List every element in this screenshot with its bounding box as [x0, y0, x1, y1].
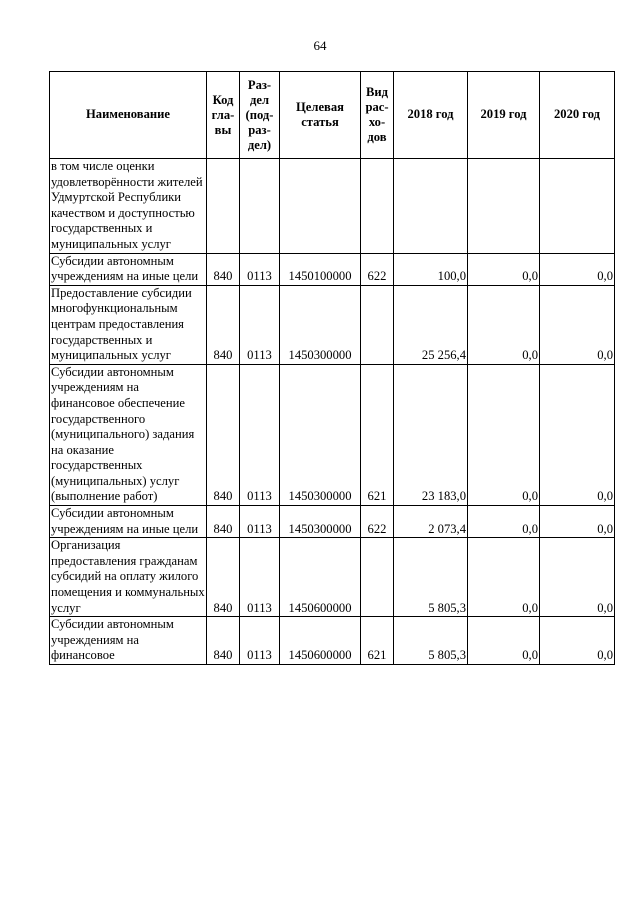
- row-2018: 23 183,0: [394, 364, 468, 505]
- page-number: 64: [313, 38, 327, 53]
- row-2020: [540, 159, 615, 254]
- row-kind: 621: [361, 364, 394, 505]
- row-section: [240, 159, 280, 254]
- row-target: 1450100000: [280, 253, 361, 285]
- row-target: 1450300000: [280, 506, 361, 538]
- table-row: [50, 538, 615, 617]
- table-row: [50, 159, 615, 254]
- header-kind: Вид рас- хо- дов: [361, 72, 394, 159]
- row-name: Субсидии автономным учреждениям на финансовое: [50, 617, 207, 665]
- row-2019: [468, 159, 540, 254]
- row-code: [207, 159, 240, 254]
- row-name: в том числе оценки удовлетворённости жителей Удмуртской Республики качеством и доступностью государственных и муниципальных услуг: [50, 159, 207, 254]
- row-name: Субсидии автономным учреждениям на финансовое обеспечение государственного (муниципального) задания на оказание государственных (муниципальных) услуг (выполнение работ): [50, 364, 207, 505]
- row-kind: [361, 285, 394, 364]
- table-row: [50, 364, 615, 505]
- row-2018: 5 805,3: [394, 538, 468, 617]
- table-row: [50, 506, 615, 538]
- header-code: Код гла- вы: [207, 72, 240, 159]
- row-code: 840: [207, 253, 240, 285]
- row-2020: 0,0: [540, 253, 615, 285]
- row-kind: 622: [361, 253, 394, 285]
- row-2020: 0,0: [540, 285, 615, 364]
- row-target: 1450300000: [280, 285, 361, 364]
- table-row: [50, 285, 615, 364]
- table-header-row: [50, 72, 615, 159]
- row-name: Субсидии автономным учреждениям на иные цели: [50, 253, 207, 285]
- header-2019: 2019 год: [468, 72, 540, 159]
- row-2018: 5 805,3: [394, 617, 468, 665]
- row-2020: 0,0: [540, 538, 615, 617]
- row-code: 840: [207, 506, 240, 538]
- row-2018: 100,0: [394, 253, 468, 285]
- row-target: [280, 159, 361, 254]
- row-2019: 0,0: [468, 285, 540, 364]
- row-section: 0113: [240, 538, 280, 617]
- row-code: 840: [207, 364, 240, 505]
- row-kind: [361, 538, 394, 617]
- row-2020: 0,0: [540, 364, 615, 505]
- row-kind: [361, 159, 394, 254]
- header-2020: 2020 год: [540, 72, 615, 159]
- budget-table: [49, 71, 615, 665]
- row-name: Субсидии автономным учреждениям на иные цели: [50, 506, 207, 538]
- row-2019: 0,0: [468, 364, 540, 505]
- row-section: 0113: [240, 285, 280, 364]
- row-target: 1450600000: [280, 538, 361, 617]
- table-row: [50, 253, 615, 285]
- row-kind: 622: [361, 506, 394, 538]
- row-2018: 25 256,4: [394, 285, 468, 364]
- row-2019: 0,0: [468, 253, 540, 285]
- row-2018: [394, 159, 468, 254]
- row-2019: 0,0: [468, 617, 540, 665]
- row-section: 0113: [240, 617, 280, 665]
- table-row: [50, 617, 615, 665]
- row-section: 0113: [240, 506, 280, 538]
- header-2018: 2018 год: [394, 72, 468, 159]
- row-name: Предоставление субсидии многофункциональным центрам предоставления государственных и муниципальных услуг: [50, 285, 207, 364]
- row-target: 1450600000: [280, 617, 361, 665]
- row-section: 0113: [240, 364, 280, 505]
- row-2019: 0,0: [468, 506, 540, 538]
- header-section: Раз- дел (под- раз- дел): [240, 72, 280, 159]
- row-2018: 2 073,4: [394, 506, 468, 538]
- header-target: Целевая статья: [280, 72, 361, 159]
- row-code: 840: [207, 538, 240, 617]
- header-name: Наименование: [50, 72, 207, 159]
- row-code: 840: [207, 617, 240, 665]
- row-kind: 621: [361, 617, 394, 665]
- row-name: Организация предоставления гражданам субсидий на оплату жилого помещения и коммунальных услуг: [50, 538, 207, 617]
- row-2020: 0,0: [540, 506, 615, 538]
- row-target: 1450300000: [280, 364, 361, 505]
- row-code: 840: [207, 285, 240, 364]
- row-section: 0113: [240, 253, 280, 285]
- row-2020: 0,0: [540, 617, 615, 665]
- row-2019: 0,0: [468, 538, 540, 617]
